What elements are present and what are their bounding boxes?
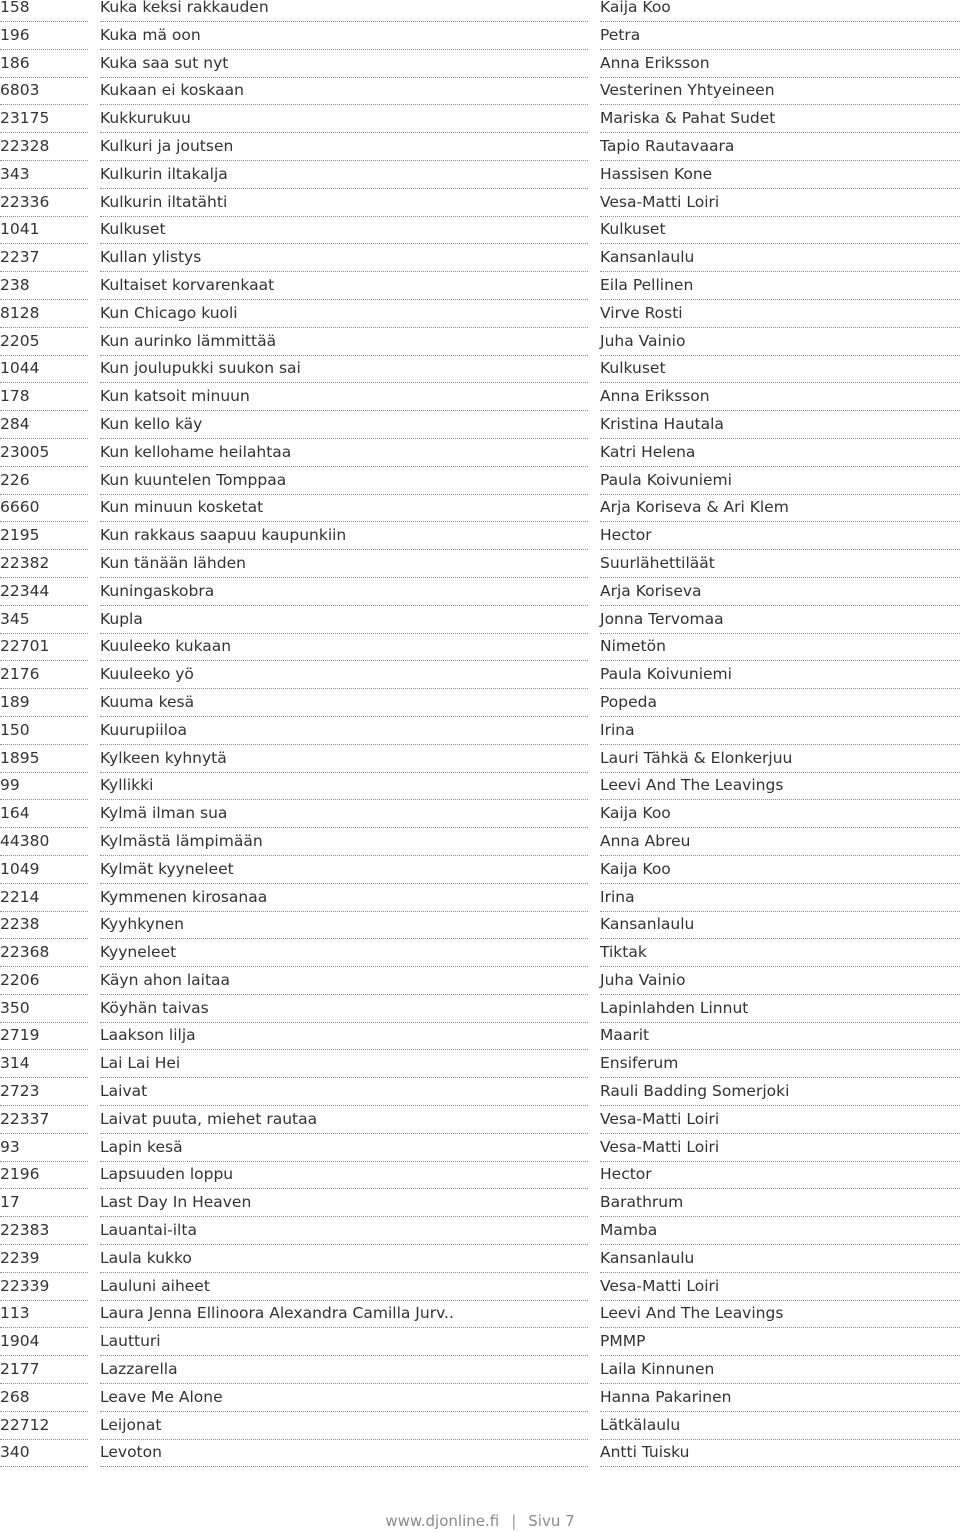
song-title: Kun minuun kosketat bbox=[100, 500, 588, 522]
footer-separator: | bbox=[511, 1512, 517, 1530]
song-title: Lai Lai Hei bbox=[100, 1056, 588, 1078]
song-artist: Ensiferum bbox=[600, 1056, 960, 1078]
song-number: 268 bbox=[0, 1390, 88, 1412]
song-number: 2177 bbox=[0, 1362, 88, 1384]
song-artist: Vesa-Matti Loiri bbox=[600, 1140, 960, 1162]
table-row bbox=[0, 667, 960, 695]
footer-page-number: Sivu 7 bbox=[528, 1512, 575, 1530]
table-row bbox=[0, 998, 960, 1029]
song-title: Kyyhkynen bbox=[100, 917, 588, 939]
song-title: Kymmenen kirosanaa bbox=[100, 890, 588, 912]
song-artist: Anna Eriksson bbox=[600, 389, 960, 411]
song-artist: Antti Tuisku bbox=[600, 1445, 960, 1467]
song-number: 6660 bbox=[0, 500, 88, 522]
song-number: 2195 bbox=[0, 528, 88, 550]
song-title: Kun rakkaus saapuu kaupunkiin bbox=[100, 528, 588, 550]
song-artist: Kulkuset bbox=[600, 361, 960, 383]
song-title: Leijonat bbox=[100, 1418, 588, 1440]
song-number: 22328 bbox=[0, 139, 88, 161]
song-number: 22337 bbox=[0, 1112, 88, 1134]
song-title: Kylmä ilman sua bbox=[100, 806, 588, 828]
table-row bbox=[0, 25, 960, 56]
song-artist: Juha Vainio bbox=[600, 973, 960, 995]
song-artist: Arja Koriseva & Ari Klem bbox=[600, 500, 960, 522]
song-artist: Mariska & Pahat Sudet bbox=[600, 111, 960, 133]
song-title: Lauluni aiheet bbox=[100, 1279, 588, 1301]
song-title: Kun tänään lähden bbox=[100, 556, 588, 578]
song-title: Kuuleeko kukaan bbox=[100, 639, 588, 661]
song-artist: Hassisen Kone bbox=[600, 167, 960, 189]
song-artist: Vesa-Matti Loiri bbox=[600, 1112, 960, 1134]
table-row bbox=[0, 1387, 960, 1418]
song-number: 178 bbox=[0, 389, 88, 411]
song-artist: Hector bbox=[600, 1167, 960, 1189]
song-number: 99 bbox=[0, 778, 88, 800]
song-artist: Leevi And The Leavings bbox=[600, 1306, 960, 1328]
song-artist: Arja Koriseva bbox=[600, 584, 960, 606]
table-row bbox=[0, 553, 960, 584]
song-artist: Kansanlaulu bbox=[600, 917, 960, 939]
song-artist: Leevi And The Leavings bbox=[600, 778, 960, 800]
song-artist: Paula Koivuniemi bbox=[600, 667, 960, 689]
song-title: Kuka keksi rakkauden bbox=[100, 0, 588, 22]
song-number: 6803 bbox=[0, 83, 88, 105]
song-number: 22712 bbox=[0, 1418, 88, 1440]
song-artist: Suurlähettiläät bbox=[600, 556, 960, 578]
song-number: 164 bbox=[0, 806, 88, 828]
song-title: Levoton bbox=[100, 1445, 588, 1467]
song-title: Last Day In Heaven bbox=[100, 1195, 588, 1217]
song-artist: Virve Rosti bbox=[600, 306, 960, 328]
table-row bbox=[0, 970, 960, 1001]
song-number: 189 bbox=[0, 695, 88, 717]
song-number: 93 bbox=[0, 1140, 88, 1162]
song-title: Lauantai-ilta bbox=[100, 1223, 588, 1245]
song-artist: Hector bbox=[600, 528, 960, 550]
table-row bbox=[0, 945, 960, 973]
song-number: 340 bbox=[0, 1445, 88, 1467]
song-artist: Laila Kinnunen bbox=[600, 1362, 960, 1384]
song-title: Leave Me Alone bbox=[100, 1390, 588, 1412]
song-artist: Anna Abreu bbox=[600, 834, 960, 856]
song-title: Kukkurukuu bbox=[100, 111, 588, 133]
song-number: 284 bbox=[0, 417, 88, 439]
song-number: 1049 bbox=[0, 862, 88, 884]
song-number: 2205 bbox=[0, 334, 88, 356]
song-title: Kultaiset korvarenkaat bbox=[100, 278, 588, 300]
song-title: Käyn ahon laitaa bbox=[100, 973, 588, 995]
song-artist: Juha Vainio bbox=[600, 334, 960, 356]
song-number: 23005 bbox=[0, 445, 88, 467]
song-number: 23175 bbox=[0, 111, 88, 133]
table-row bbox=[0, 748, 960, 779]
table-row bbox=[0, 887, 960, 918]
song-title: Lazzarella bbox=[100, 1362, 588, 1384]
table-row bbox=[0, 917, 960, 945]
table-row bbox=[0, 164, 960, 195]
song-artist: Vesa-Matti Loiri bbox=[600, 195, 960, 217]
song-artist: Anna Eriksson bbox=[600, 56, 960, 78]
song-number: 22701 bbox=[0, 639, 88, 661]
table-row bbox=[0, 1223, 960, 1251]
song-artist: Kaija Koo bbox=[600, 862, 960, 884]
song-number: 150 bbox=[0, 723, 88, 745]
song-title: Kuurupiiloa bbox=[100, 723, 588, 745]
song-title: Lapin kesä bbox=[100, 1140, 588, 1162]
song-title: Laivat bbox=[100, 1084, 588, 1106]
table-row bbox=[0, 778, 960, 806]
song-number: 2206 bbox=[0, 973, 88, 995]
table-row bbox=[0, 222, 960, 250]
table-row bbox=[0, 1306, 960, 1334]
song-title: Kuuma kesä bbox=[100, 695, 588, 717]
song-artist: Rauli Badding Somerjoki bbox=[600, 1084, 960, 1106]
song-artist: Irina bbox=[600, 890, 960, 912]
song-title: Kylmät kyyneleet bbox=[100, 862, 588, 884]
table-row bbox=[0, 1276, 960, 1307]
song-title: Kun joulupukki suukon sai bbox=[100, 361, 588, 383]
page-footer bbox=[0, 1512, 960, 1530]
table-row bbox=[0, 1028, 960, 1056]
song-number: 226 bbox=[0, 473, 88, 495]
song-artist: Lapinlahden Linnut bbox=[600, 1001, 960, 1023]
song-title: Kulkurin iltatähti bbox=[100, 195, 588, 217]
song-number: 22383 bbox=[0, 1223, 88, 1245]
table-row bbox=[0, 389, 960, 417]
song-title: Kupla bbox=[100, 612, 588, 634]
song-title: Kulkurin iltakalja bbox=[100, 167, 588, 189]
song-artist: Eila Pellinen bbox=[600, 278, 960, 300]
song-number: 345 bbox=[0, 612, 88, 634]
table-row bbox=[0, 361, 960, 389]
song-number: 2196 bbox=[0, 1167, 88, 1189]
table-row bbox=[0, 1084, 960, 1112]
song-title: Kuningaskobra bbox=[100, 584, 588, 606]
table-row bbox=[0, 1137, 960, 1168]
table-row bbox=[0, 1195, 960, 1223]
song-artist: Lauri Tähkä & Elonkerjuu bbox=[600, 751, 960, 773]
song-title: Köyhän taivas bbox=[100, 1001, 588, 1023]
song-number: 343 bbox=[0, 167, 88, 189]
table-row bbox=[0, 500, 960, 528]
table-row bbox=[0, 250, 960, 278]
song-number: 238 bbox=[0, 278, 88, 300]
song-artist: Katri Helena bbox=[600, 445, 960, 467]
song-number: 186 bbox=[0, 56, 88, 78]
song-number: 22336 bbox=[0, 195, 88, 217]
song-number: 1904 bbox=[0, 1334, 88, 1356]
table-row bbox=[0, 692, 960, 723]
song-number: 1895 bbox=[0, 751, 88, 773]
song-artist: Kansanlaulu bbox=[600, 1251, 960, 1273]
song-artist: Kaija Koo bbox=[600, 806, 960, 828]
table-row bbox=[0, 136, 960, 167]
song-artist: Tapio Rautavaara bbox=[600, 139, 960, 161]
song-number: 2214 bbox=[0, 890, 88, 912]
song-title: Kullan ylistys bbox=[100, 250, 588, 272]
song-artist: Vesterinen Yhtyeineen bbox=[600, 83, 960, 105]
table-row bbox=[0, 111, 960, 139]
song-title: Laivat puuta, miehet rautaa bbox=[100, 1112, 588, 1134]
song-title: Kyllikki bbox=[100, 778, 588, 800]
song-title: Kylmästä lämpimään bbox=[100, 834, 588, 856]
song-title: Kun aurinko lämmittää bbox=[100, 334, 588, 356]
table-row bbox=[0, 192, 960, 223]
song-title: Lautturi bbox=[100, 1334, 588, 1356]
song-number: 2723 bbox=[0, 1084, 88, 1106]
song-artist: Tiktak bbox=[600, 945, 960, 967]
table-row bbox=[0, 1167, 960, 1195]
song-number: 8128 bbox=[0, 306, 88, 328]
song-title: Laakson lilja bbox=[100, 1028, 588, 1050]
song-title: Kylkeen kyhnytä bbox=[100, 751, 588, 773]
table-row bbox=[0, 581, 960, 612]
table-row bbox=[0, 1248, 960, 1279]
song-artist: Nimetön bbox=[600, 639, 960, 661]
table-row bbox=[0, 859, 960, 890]
song-artist: Kaija Koo bbox=[600, 0, 960, 22]
song-number: 158 bbox=[0, 0, 88, 22]
song-title: Kyyneleet bbox=[100, 945, 588, 967]
song-title: Kun kuuntelen Tomppaa bbox=[100, 473, 588, 495]
song-artist: Maarit bbox=[600, 1028, 960, 1050]
song-number: 1041 bbox=[0, 222, 88, 244]
table-row bbox=[0, 53, 960, 84]
song-title: Kukaan ei koskaan bbox=[100, 83, 588, 105]
song-artist: Petra bbox=[600, 28, 960, 50]
song-number: 2719 bbox=[0, 1028, 88, 1050]
song-artist: Jonna Tervomaa bbox=[600, 612, 960, 634]
song-artist: Irina bbox=[600, 723, 960, 745]
footer-website: www.djonline.fi bbox=[385, 1512, 500, 1530]
song-title: Kulkuset bbox=[100, 222, 588, 244]
song-number: 314 bbox=[0, 1056, 88, 1078]
table-row bbox=[0, 609, 960, 640]
song-artist: Barathrum bbox=[600, 1195, 960, 1217]
song-title: Lapsuuden loppu bbox=[100, 1167, 588, 1189]
table-row bbox=[0, 1334, 960, 1362]
song-title: Kuka saa sut nyt bbox=[100, 56, 588, 78]
song-artist: Paula Koivuniemi bbox=[600, 473, 960, 495]
song-title: Kuuleeko yö bbox=[100, 667, 588, 689]
song-artist: Kristina Hautala bbox=[600, 417, 960, 439]
song-title: Kuka mä oon bbox=[100, 28, 588, 50]
table-row bbox=[0, 303, 960, 334]
song-number: 1044 bbox=[0, 361, 88, 383]
song-title: Laura Jenna Ellinoora Alexandra Camilla Jurv.. bbox=[100, 1306, 588, 1328]
song-title: Kun Chicago kuoli bbox=[100, 306, 588, 328]
table-row bbox=[0, 1415, 960, 1446]
song-number: 22344 bbox=[0, 584, 88, 606]
song-number: 350 bbox=[0, 1001, 88, 1023]
song-number: 22382 bbox=[0, 556, 88, 578]
table-row bbox=[0, 414, 960, 445]
song-number: 17 bbox=[0, 1195, 88, 1217]
table-row bbox=[0, 1445, 960, 1473]
song-artist: Hanna Pakarinen bbox=[600, 1390, 960, 1412]
song-artist: Vesa-Matti Loiri bbox=[600, 1279, 960, 1301]
song-artist: Kulkuset bbox=[600, 222, 960, 244]
song-number: 113 bbox=[0, 1306, 88, 1328]
table-row bbox=[0, 720, 960, 751]
song-number: 2238 bbox=[0, 917, 88, 939]
song-artist: PMMP bbox=[600, 1334, 960, 1356]
table-row bbox=[0, 831, 960, 862]
table-row bbox=[0, 0, 960, 28]
song-title: Laula kukko bbox=[100, 1251, 588, 1273]
song-artist: Kansanlaulu bbox=[600, 250, 960, 272]
song-number: 2176 bbox=[0, 667, 88, 689]
song-artist: Lätkälaulu bbox=[600, 1418, 960, 1440]
song-artist: Mamba bbox=[600, 1223, 960, 1245]
table-row bbox=[0, 1362, 960, 1390]
song-title: Kun kellohame heilahtaa bbox=[100, 445, 588, 467]
song-title: Kun kello käy bbox=[100, 417, 588, 439]
table-row bbox=[0, 1056, 960, 1084]
table-row bbox=[0, 275, 960, 306]
song-number: 2239 bbox=[0, 1251, 88, 1273]
table-row bbox=[0, 442, 960, 473]
song-number: 22339 bbox=[0, 1279, 88, 1301]
table-row bbox=[0, 83, 960, 111]
table-row bbox=[0, 331, 960, 362]
table-row bbox=[0, 1109, 960, 1140]
song-number: 44380 bbox=[0, 834, 88, 856]
table-row bbox=[0, 470, 960, 501]
table-row bbox=[0, 639, 960, 667]
table-row bbox=[0, 528, 960, 556]
song-artist: Popeda bbox=[600, 695, 960, 717]
song-number: 2237 bbox=[0, 250, 88, 272]
table-row bbox=[0, 806, 960, 834]
song-number: 22368 bbox=[0, 945, 88, 967]
song-title: Kulkuri ja joutsen bbox=[100, 139, 588, 161]
song-title: Kun katsoit minuun bbox=[100, 389, 588, 411]
song-number: 196 bbox=[0, 28, 88, 50]
